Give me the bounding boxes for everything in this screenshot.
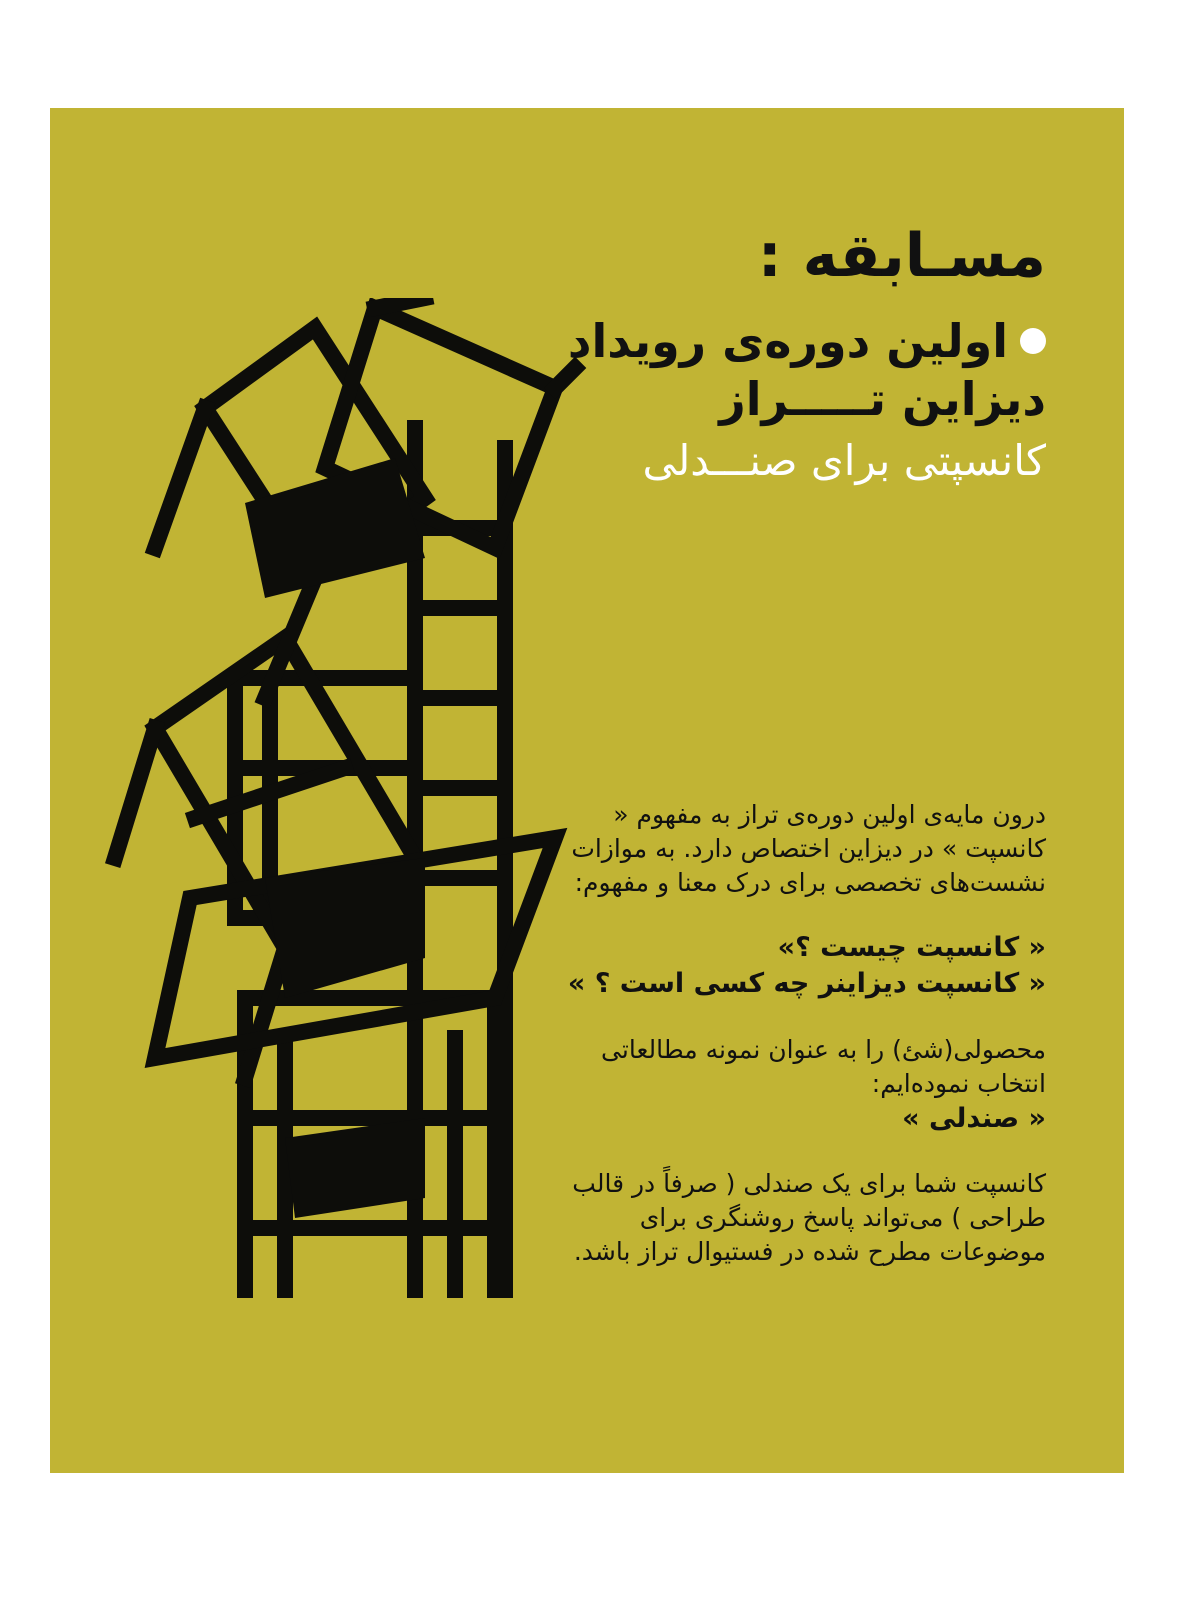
closing-paragraph: کانسپت شما برای یک صندلی ( صرفاً در قالب طراحی ) می‌تواند پاسخ روشنگری برای موضوعات مطرح شده در فستیوال تراز باشد. [572, 1169, 1046, 1267]
question-what-is-concept: « کانسپت چیست ؟» [777, 932, 1046, 963]
event-title-line1-text: اولین دوره‌ی رویداد [567, 314, 1008, 368]
stacked-chairs-illustration [95, 298, 595, 1298]
questions [556, 930, 1046, 1003]
poster [50, 108, 1124, 1473]
product-text: محصولی(شئ) را به عنوان نمونه مطالعاتی انتخاب نموده‌ایم: [601, 1034, 1046, 1098]
question-who-is-concept-designer: « کانسپت دیزاینر چه کسی است ؟ » [567, 968, 1046, 1000]
page-title: مسـابقه : [757, 221, 1046, 291]
bullet-dot-icon [1020, 328, 1046, 354]
product-name: « صندلی » [902, 1102, 1046, 1134]
product-paragraph [556, 1033, 1046, 1137]
event-title-line2: دیزاین تـــــراز [719, 371, 1046, 426]
event-title-line1 [526, 313, 1046, 371]
concept-line: کانسپتی برای صنـــدلی [642, 436, 1046, 485]
description-block [556, 798, 1046, 1299]
event-heading [526, 313, 1046, 491]
intro-paragraph: درون مایه‌ی اولین دوره‌ی تراز به مفهوم « کانسپت » در دیزاین اختصاص دارد. به موازات نشست‌های تخصصی برای درک معنا و مفهوم: [571, 800, 1046, 897]
